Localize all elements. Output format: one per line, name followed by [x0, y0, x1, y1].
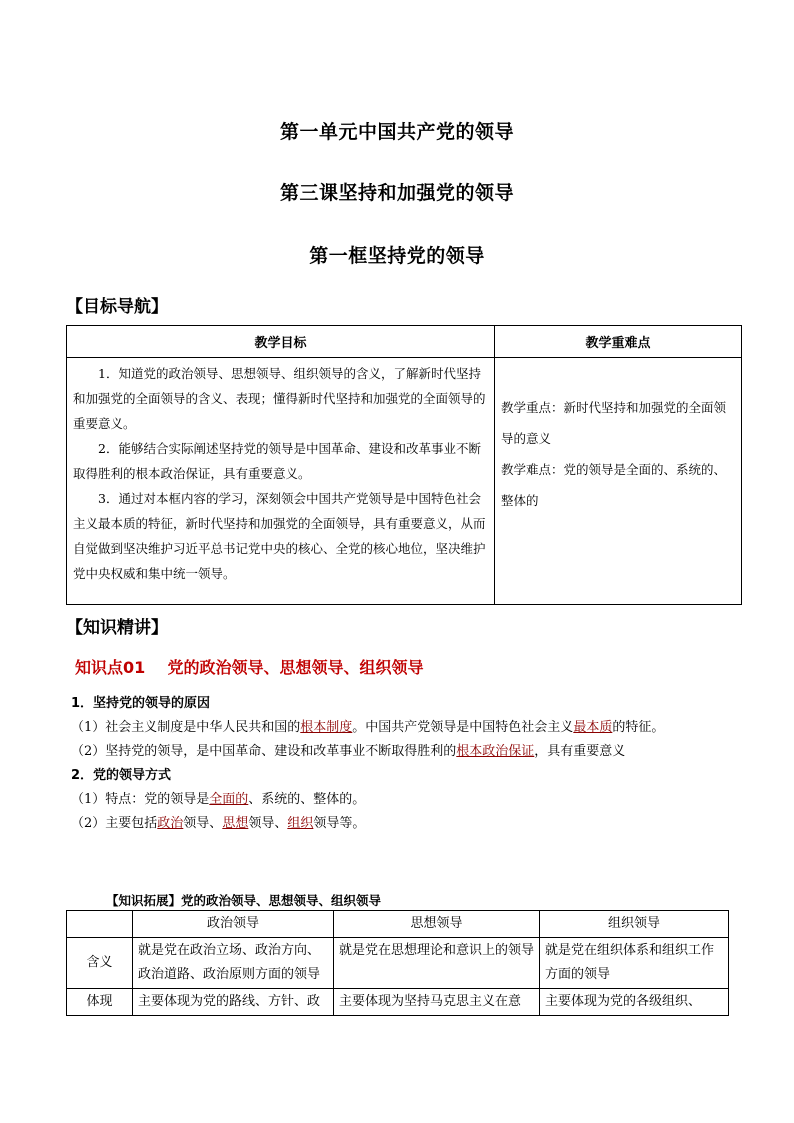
extension-table: [66, 910, 729, 1016]
goal-item: 1．知道党的政治领导、思想领导、组织领导的含义，了解新时代坚持和加强党的全面领导的含义、表现；懂得新时代坚持和加强党的全面领导的重要意义。: [73, 366, 486, 431]
knowledge-body: [71, 692, 751, 836]
goal-item: 2．能够结合实际阐述坚持党的领导是中国革命、建设和改革事业不断取得胜利的根本政治保证，具有重要意义。: [73, 441, 481, 481]
header-political: 政治领导: [133, 911, 334, 938]
difficulty: 教学难点：党的领导是全面的、系统的、整体的: [501, 462, 727, 508]
extension-heading: 【知识拓展】党的政治领导、思想领导、组织领导: [106, 893, 382, 908]
goal-cell: [67, 358, 495, 605]
table-cell: 就是党在思想理论和意识上的领导: [334, 938, 540, 989]
keyword-political: 政治: [157, 816, 184, 831]
knowledge-section-heading: 【知识精讲】: [66, 618, 168, 638]
header-ideological: 思想领导: [334, 911, 540, 938]
keyword-political-guarantee: 根本政治保证: [456, 744, 535, 759]
keyword-comprehensive: 全面的: [209, 792, 249, 807]
table-cell: 主要体现为党的路线、方针、政: [133, 989, 334, 1016]
keyword-organizational: 组织: [287, 816, 314, 831]
goal-item: 3．通过对本框内容的学习，深刻领会中国共产党领导是中国特色社会主义最本质的特征，新时代坚持和加强党的全面领导，具有重要意义，从而自觉做到坚决维护习近平总书记党中央的核心、全党的核心地位，坚决维护党中央权威和集中统一领导。: [73, 491, 486, 581]
knowledge-point-title: 知识点01 党的政治领导、思想领导、组织领导: [75, 658, 424, 677]
keyword-ideological: 思想: [222, 816, 249, 831]
table-cell: 主要体现为党的各级组织、: [540, 989, 729, 1016]
goal-table: [66, 325, 742, 605]
keypoint-cell: [495, 358, 742, 605]
table-cell: 主要体现为坚持马克思主义在意: [334, 989, 540, 1016]
table-cell: 就是党在组织体系和组织工作方面的领导: [540, 938, 729, 989]
corner-cell: [67, 911, 133, 938]
frame-title: 第一框坚持党的领导: [309, 245, 485, 267]
row-label-manifestation: 体现: [67, 989, 133, 1016]
section-1-title: 1．坚持党的领导的原因: [71, 696, 211, 711]
row-label-meaning: 含义: [67, 938, 133, 989]
section-2-title: 2．党的领导方式: [71, 768, 172, 783]
section-1-para-1: （1）社会主义制度是中华人民共和国的根本制度。中国共产党领导是中国特色社会主义最本质的特征。: [71, 720, 665, 735]
lesson-title: 第三课坚持和加强党的领导: [279, 182, 514, 204]
keyword-fundamental-system: 根本制度: [300, 720, 353, 735]
keypoint-col-header: 教学重难点: [495, 326, 742, 358]
unit-title: 第一单元中国共产党的领导: [279, 121, 514, 143]
header-organizational: 组织领导: [540, 911, 729, 938]
goal-col-header: 教学目标: [67, 326, 495, 358]
section-2-para-1: （1）特点：党的领导是全面的、系统的、整体的。: [71, 792, 366, 807]
keyword-most-essential: 最本质: [573, 720, 613, 735]
table-cell: 就是党在政治立场、政治方向、政治道路、政治原则方面的领导: [133, 938, 334, 989]
section-1-para-2: （2）坚持党的领导，是中国革命、建设和改革事业不断取得胜利的根本政治保证，具有重要意义: [71, 744, 626, 759]
key-point: 教学重点：新时代坚持和加强党的全面领导的意义: [501, 400, 727, 446]
section-2-para-2: （2）主要包括政治领导、思想领导、组织领导等。: [71, 816, 366, 831]
goal-section-heading: 【目标导航】: [66, 297, 168, 317]
